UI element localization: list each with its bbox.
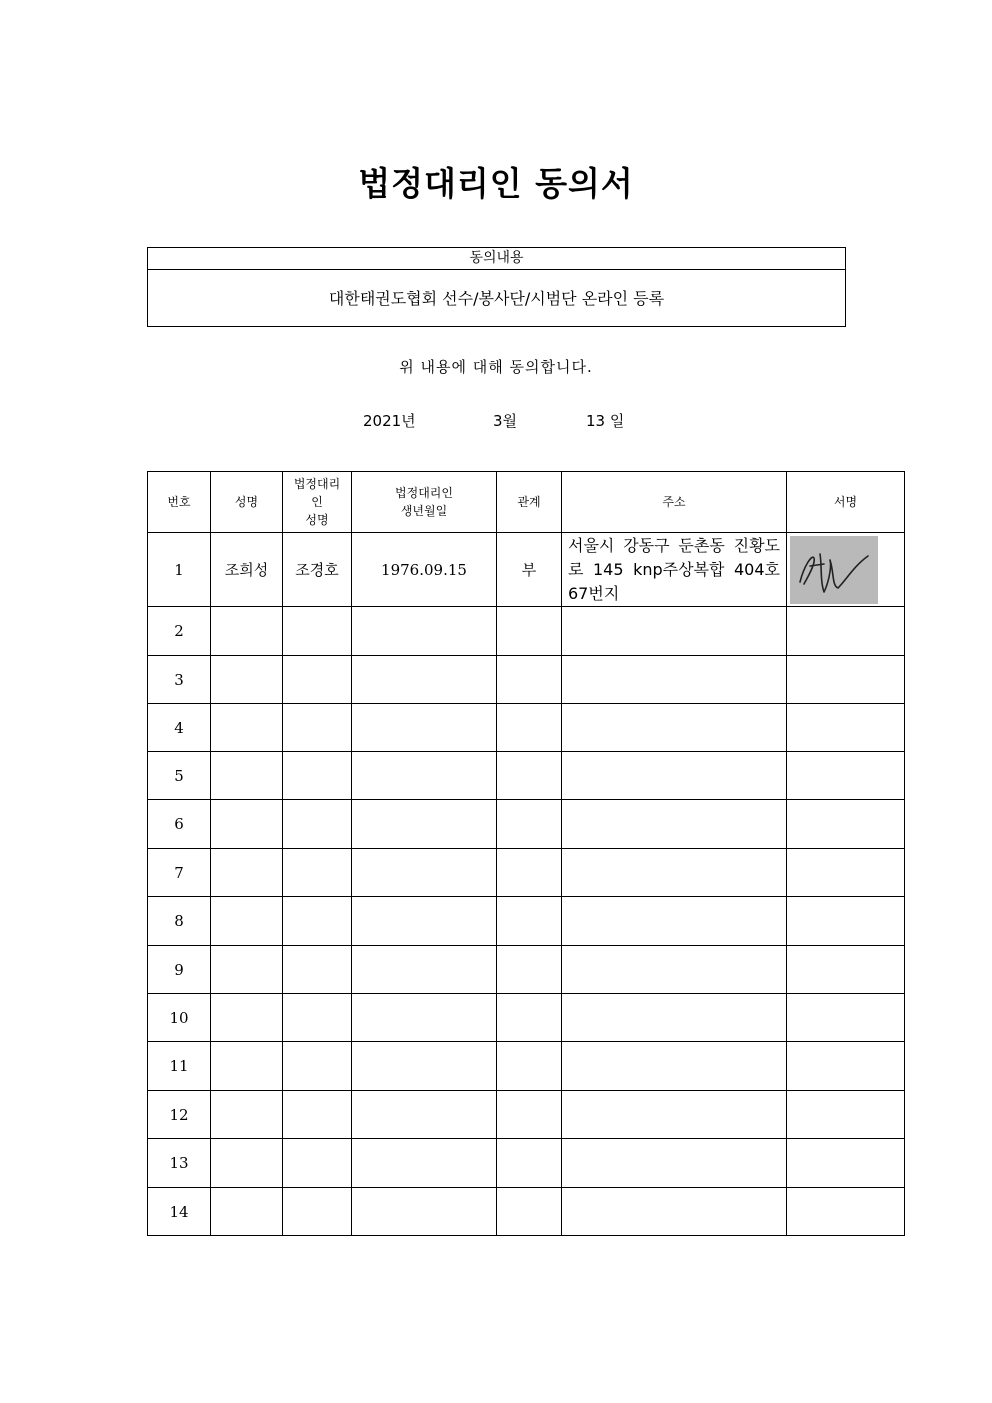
cell-signature [787,897,905,946]
cell-birth [352,752,497,800]
cell-no: 2 [148,607,211,656]
cell-birth [352,897,497,946]
header-signature: 서명 [787,472,905,533]
cell-signature [787,1188,905,1236]
cell-birth [352,994,497,1042]
table-row [148,849,905,897]
cell-birth [352,704,497,752]
cell-birth [352,656,497,704]
cell-no: 4 [148,704,211,752]
cell-guardian [283,656,352,704]
table-row [148,946,905,994]
cell-signature [787,533,905,607]
cell-address [562,946,787,994]
header-guardian-birth-line2: 생년월일 [400,504,448,518]
table-row [148,1139,905,1188]
cell-relation [497,607,562,656]
cell-no: 3 [148,656,211,704]
cell-birth [352,849,497,897]
table-row [148,1188,905,1236]
cell-signature [787,946,905,994]
cell-name [211,656,283,704]
cell-address [562,800,787,849]
cell-address [562,994,787,1042]
table-row [148,994,905,1042]
cell-relation [497,849,562,897]
table-row [148,533,905,607]
cell-signature [787,994,905,1042]
table-row [148,1042,905,1091]
cell-relation: 부 [497,533,562,607]
table-row [148,607,905,656]
cell-name [211,897,283,946]
cell-name [211,607,283,656]
cell-no: 7 [148,849,211,897]
cell-address [562,897,787,946]
cell-signature [787,1091,905,1139]
cell-address [562,607,787,656]
agreement-statement: 위 내용에 대해 동의합니다. [399,358,593,376]
cell-signature [787,800,905,849]
cell-birth [352,1139,497,1188]
cell-no: 6 [148,800,211,849]
cell-address [562,1091,787,1139]
cell-birth [352,946,497,994]
cell-signature [787,752,905,800]
cell-relation [497,1091,562,1139]
cell-no: 13 [148,1139,211,1188]
header-guardian-name-line1: 법정대리 [293,477,341,491]
cell-relation [497,994,562,1042]
cell-name [211,1139,283,1188]
cell-birth [352,1042,497,1091]
cell-no: 8 [148,897,211,946]
date-day: 13 일 [586,412,625,430]
cell-name [211,1042,283,1091]
cell-relation [497,946,562,994]
cell-guardian [283,607,352,656]
cell-no: 9 [148,946,211,994]
cell-name [211,946,283,994]
consent-content: 대한태권도협회 선수/봉사단/시범단 온라인 등록 [328,289,665,308]
cell-guardian [283,849,352,897]
date-year: 2021년 [363,412,416,430]
cell-no: 12 [148,1091,211,1139]
header-guardian-name-line2: 인 [311,495,323,509]
table-row [148,1091,905,1139]
cell-address [562,1188,787,1236]
cell-relation [497,704,562,752]
header-guardian-name [283,472,352,533]
cell-name [211,1091,283,1139]
header-relation: 관계 [497,472,562,533]
header-guardian-birth [352,472,497,533]
cell-signature [787,704,905,752]
header-address: 주소 [562,472,787,533]
cell-address: 서울시 강동구 둔촌동 진황도로 145 knp주상복합 404호 67번지 [562,533,787,607]
cell-no: 10 [148,994,211,1042]
cell-address [562,1042,787,1091]
cell-name [211,800,283,849]
cell-birth [352,607,497,656]
cell-relation [497,1139,562,1188]
cell-guardian [283,897,352,946]
date-month: 3월 [493,412,518,430]
cell-birth: 1976.09.15 [352,533,497,607]
cell-address [562,656,787,704]
cell-guardian: 조경호 [283,533,352,607]
cell-no: 1 [148,533,211,607]
cell-guardian [283,1042,352,1091]
cell-guardian [283,1188,352,1236]
cell-name [211,752,283,800]
cell-birth [352,1188,497,1236]
cell-name: 조희성 [211,533,283,607]
cell-birth [352,800,497,849]
cell-address [562,752,787,800]
cell-address [562,1139,787,1188]
consent-box [147,247,846,327]
cell-no: 11 [148,1042,211,1091]
header-guardian-name-line3: 성명 [305,513,329,527]
cell-relation [497,1042,562,1091]
table-row [148,752,905,800]
cell-relation [497,897,562,946]
header-guardian-birth-line1: 법정대리인 [395,486,453,500]
cell-signature [787,849,905,897]
cell-signature [787,656,905,704]
cell-guardian [283,752,352,800]
table-row [148,656,905,704]
cell-no: 14 [148,1188,211,1236]
cell-name [211,994,283,1042]
cell-name [211,1188,283,1236]
cell-guardian [283,1139,352,1188]
table-row [148,704,905,752]
table-row [148,897,905,946]
cell-no: 5 [148,752,211,800]
table-row [148,800,905,849]
cell-relation [497,752,562,800]
header-name: 성명 [211,472,283,533]
header-no: 번호 [148,472,211,533]
cell-guardian [283,1091,352,1139]
guardian-table [147,471,905,1236]
signature-image [790,536,878,604]
document-title: 법정대리인 동의서 [358,164,634,203]
cell-guardian [283,704,352,752]
cell-signature [787,1139,905,1188]
cell-relation [497,800,562,849]
cell-guardian [283,946,352,994]
cell-guardian [283,800,352,849]
consent-header: 동의내용 [148,248,845,270]
cell-guardian [283,994,352,1042]
table-header-row [148,472,905,533]
cell-signature [787,1042,905,1091]
cell-address [562,849,787,897]
cell-relation [497,1188,562,1236]
cell-birth [352,1091,497,1139]
cell-signature [787,607,905,656]
cell-name [211,704,283,752]
cell-relation [497,656,562,704]
cell-name [211,849,283,897]
cell-address [562,704,787,752]
